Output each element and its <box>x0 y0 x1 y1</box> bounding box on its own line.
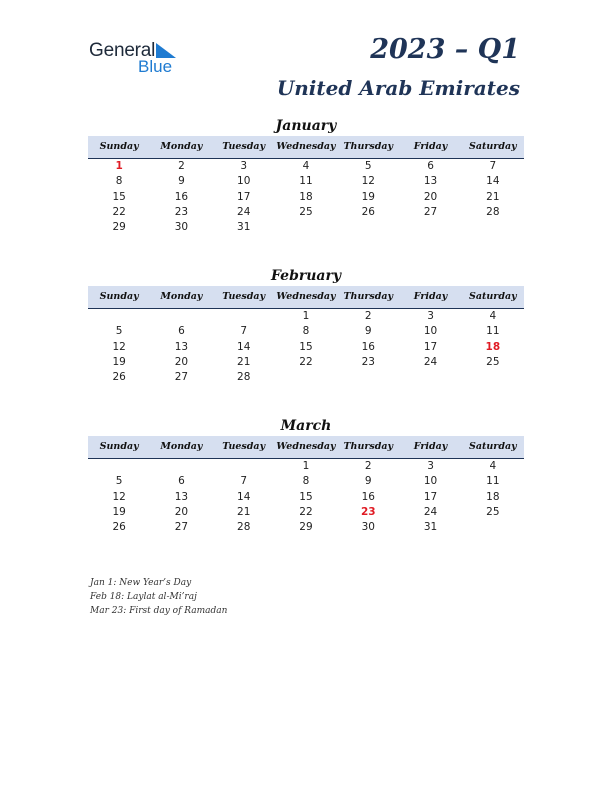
day-cell: 30 <box>174 221 189 234</box>
weekday-label: Friday <box>413 291 448 302</box>
month-name: February <box>270 268 341 284</box>
day-cell: 25 <box>299 205 313 218</box>
day-cell: 2 <box>364 310 372 322</box>
day-cell: 5 <box>115 325 123 338</box>
day-cell: 17 <box>237 190 251 203</box>
month-name: March <box>280 418 332 434</box>
holiday-day-cell: 23 <box>360 505 376 518</box>
week-row <box>88 490 524 505</box>
weekday-label: Monday <box>160 291 203 302</box>
empty-day-cell <box>399 370 461 385</box>
day-cell: 26 <box>112 521 126 534</box>
day-cell: 19 <box>361 190 375 203</box>
empty-day-cell <box>399 220 461 235</box>
day-cell: 15 <box>112 190 126 203</box>
empty-day-cell <box>88 459 150 474</box>
week-row <box>88 220 524 235</box>
month-calendar-february <box>88 266 524 385</box>
day-cell: 3 <box>240 160 248 172</box>
day-cell: 6 <box>178 475 185 488</box>
day-cell: 10 <box>423 325 438 338</box>
day-cell: 25 <box>486 505 500 518</box>
day-cell: 3 <box>427 310 434 322</box>
weekday-label: Saturday <box>469 291 517 302</box>
day-cell: 23 <box>361 355 375 368</box>
logo-text-blue: Blue <box>138 57 173 76</box>
weekday-label: Wednesday <box>276 441 336 452</box>
day-cell: 22 <box>299 355 313 368</box>
week-row <box>88 474 524 489</box>
day-cell: 30 <box>361 521 375 534</box>
day-cell: 27 <box>174 371 189 384</box>
day-cell: 11 <box>299 175 313 188</box>
empty-day-cell <box>150 459 212 474</box>
day-cell: 5 <box>115 475 123 488</box>
day-cell: 19 <box>112 355 126 368</box>
day-cell: 9 <box>364 475 372 488</box>
week-row <box>88 174 524 189</box>
logo <box>89 40 189 76</box>
logo-triangle-icon <box>154 43 176 58</box>
day-cell: 13 <box>174 340 189 353</box>
day-cell: 12 <box>112 490 126 503</box>
day-cell: 6 <box>427 160 434 172</box>
day-cell: 8 <box>302 475 310 488</box>
empty-day-cell <box>213 459 275 474</box>
day-cell: 26 <box>361 205 375 218</box>
day-cell: 2 <box>364 460 372 472</box>
week-row <box>88 355 524 370</box>
day-cell: 28 <box>237 371 251 384</box>
day-cell: 20 <box>174 355 189 368</box>
day-cell: 8 <box>115 175 123 188</box>
weekday-label: Monday <box>160 441 203 452</box>
weekday-label: Saturday <box>469 441 517 452</box>
weekday-label: Saturday <box>469 141 517 152</box>
day-cell: 12 <box>112 340 126 353</box>
empty-day-cell <box>462 520 524 535</box>
day-cell: 8 <box>302 325 310 338</box>
month-calendar-january <box>88 116 524 235</box>
day-cell: 7 <box>240 475 248 488</box>
day-cell: 13 <box>174 490 189 503</box>
day-cell: 7 <box>489 160 497 172</box>
day-cell: 16 <box>361 490 375 503</box>
day-cell: 9 <box>178 175 185 188</box>
weekday-label: Sunday <box>99 441 139 452</box>
week-row <box>88 370 524 385</box>
day-cell: 18 <box>486 490 500 503</box>
day-cell: 31 <box>423 521 438 534</box>
day-cell: 20 <box>423 190 438 203</box>
holiday-note: Mar 23: First day of Ramadan <box>90 606 228 616</box>
week-row <box>88 309 524 324</box>
day-cell: 24 <box>423 355 438 368</box>
day-cell: 12 <box>361 175 375 188</box>
day-cell: 10 <box>423 475 438 488</box>
day-cell: 24 <box>423 505 438 518</box>
day-cell: 24 <box>237 205 251 218</box>
page-title: 2023 – Q1 <box>370 34 520 65</box>
day-cell: 11 <box>486 325 500 338</box>
day-cell: 31 <box>237 221 251 234</box>
weekday-label: Friday <box>413 141 448 152</box>
logo-text-general: General <box>89 40 156 61</box>
weekday-label: Monday <box>160 141 203 152</box>
day-cell: 19 <box>112 505 126 518</box>
day-cell: 16 <box>174 190 189 203</box>
day-cell: 15 <box>299 340 313 353</box>
weekday-label: Thursday <box>343 291 394 302</box>
day-cell: 23 <box>174 205 189 218</box>
day-cell: 5 <box>364 160 372 172</box>
day-cell: 28 <box>486 205 500 218</box>
day-cell: 17 <box>423 340 438 353</box>
day-cell: 4 <box>302 160 310 172</box>
day-cell: 22 <box>112 205 126 218</box>
day-cell: 4 <box>489 460 497 472</box>
weekday-label: Friday <box>413 441 448 452</box>
week-row <box>88 190 524 205</box>
holiday-note: Feb 18: Laylat al-Mi’raj <box>90 592 197 602</box>
empty-day-cell <box>88 309 150 324</box>
holiday-notes <box>90 576 227 618</box>
weekday-label: Sunday <box>99 141 139 152</box>
empty-day-cell <box>462 370 524 385</box>
week-row <box>88 520 524 535</box>
day-cell: 29 <box>112 221 126 234</box>
weekday-header-row <box>88 286 524 309</box>
weekday-label: Thursday <box>343 141 394 152</box>
day-cell: 21 <box>237 355 251 368</box>
day-cell: 17 <box>423 490 438 503</box>
day-cell: 4 <box>489 310 497 322</box>
holiday-note: Jan 1: New Year’s Day <box>90 578 192 588</box>
week-row <box>88 459 524 474</box>
day-cell: 1 <box>302 310 310 322</box>
day-cell: 18 <box>299 190 313 203</box>
weekday-label: Thursday <box>343 441 394 452</box>
month-calendar-march <box>88 416 524 535</box>
day-cell: 29 <box>299 521 313 534</box>
day-cell: 9 <box>364 325 372 338</box>
day-cell: 11 <box>486 475 500 488</box>
day-cell: 27 <box>174 521 189 534</box>
weekday-label: Sunday <box>99 291 139 302</box>
weekday-header-row <box>88 136 524 159</box>
day-cell: 2 <box>178 160 185 172</box>
day-cell: 10 <box>237 175 251 188</box>
empty-day-cell <box>275 220 337 235</box>
day-cell: 21 <box>237 505 251 518</box>
week-row <box>88 159 524 174</box>
day-cell: 28 <box>237 521 251 534</box>
empty-day-cell <box>213 309 275 324</box>
day-cell: 26 <box>112 371 126 384</box>
holiday-day-cell: 1 <box>115 160 123 172</box>
empty-day-cell <box>150 309 212 324</box>
week-row <box>88 505 524 520</box>
day-cell: 27 <box>423 205 438 218</box>
empty-day-cell <box>275 370 337 385</box>
day-cell: 15 <box>299 490 313 503</box>
day-cell: 7 <box>240 325 248 338</box>
week-row <box>88 340 524 355</box>
weekday-label: Tuesday <box>222 141 266 152</box>
weekday-label: Tuesday <box>222 441 266 452</box>
day-cell: 21 <box>486 190 500 203</box>
week-row <box>88 205 524 220</box>
day-cell: 20 <box>174 505 189 518</box>
day-cell: 1 <box>302 460 310 472</box>
day-cell: 13 <box>423 175 438 188</box>
month-name: January <box>275 118 337 134</box>
day-cell: 14 <box>237 490 251 503</box>
weekday-label: Wednesday <box>276 141 336 152</box>
empty-day-cell <box>337 220 399 235</box>
day-cell: 14 <box>237 340 251 353</box>
page-subtitle: United Arab Emirates <box>276 76 520 100</box>
day-cell: 6 <box>178 325 185 338</box>
weekday-label: Wednesday <box>276 291 336 302</box>
holiday-day-cell: 18 <box>485 340 501 353</box>
day-cell: 3 <box>427 460 434 472</box>
week-row <box>88 324 524 339</box>
day-cell: 14 <box>486 175 500 188</box>
empty-day-cell <box>462 220 524 235</box>
weekday-header-row <box>88 436 524 459</box>
day-cell: 25 <box>486 355 500 368</box>
day-cell: 16 <box>361 340 375 353</box>
empty-day-cell <box>337 370 399 385</box>
day-cell: 22 <box>299 505 313 518</box>
weekday-label: Tuesday <box>222 291 266 302</box>
